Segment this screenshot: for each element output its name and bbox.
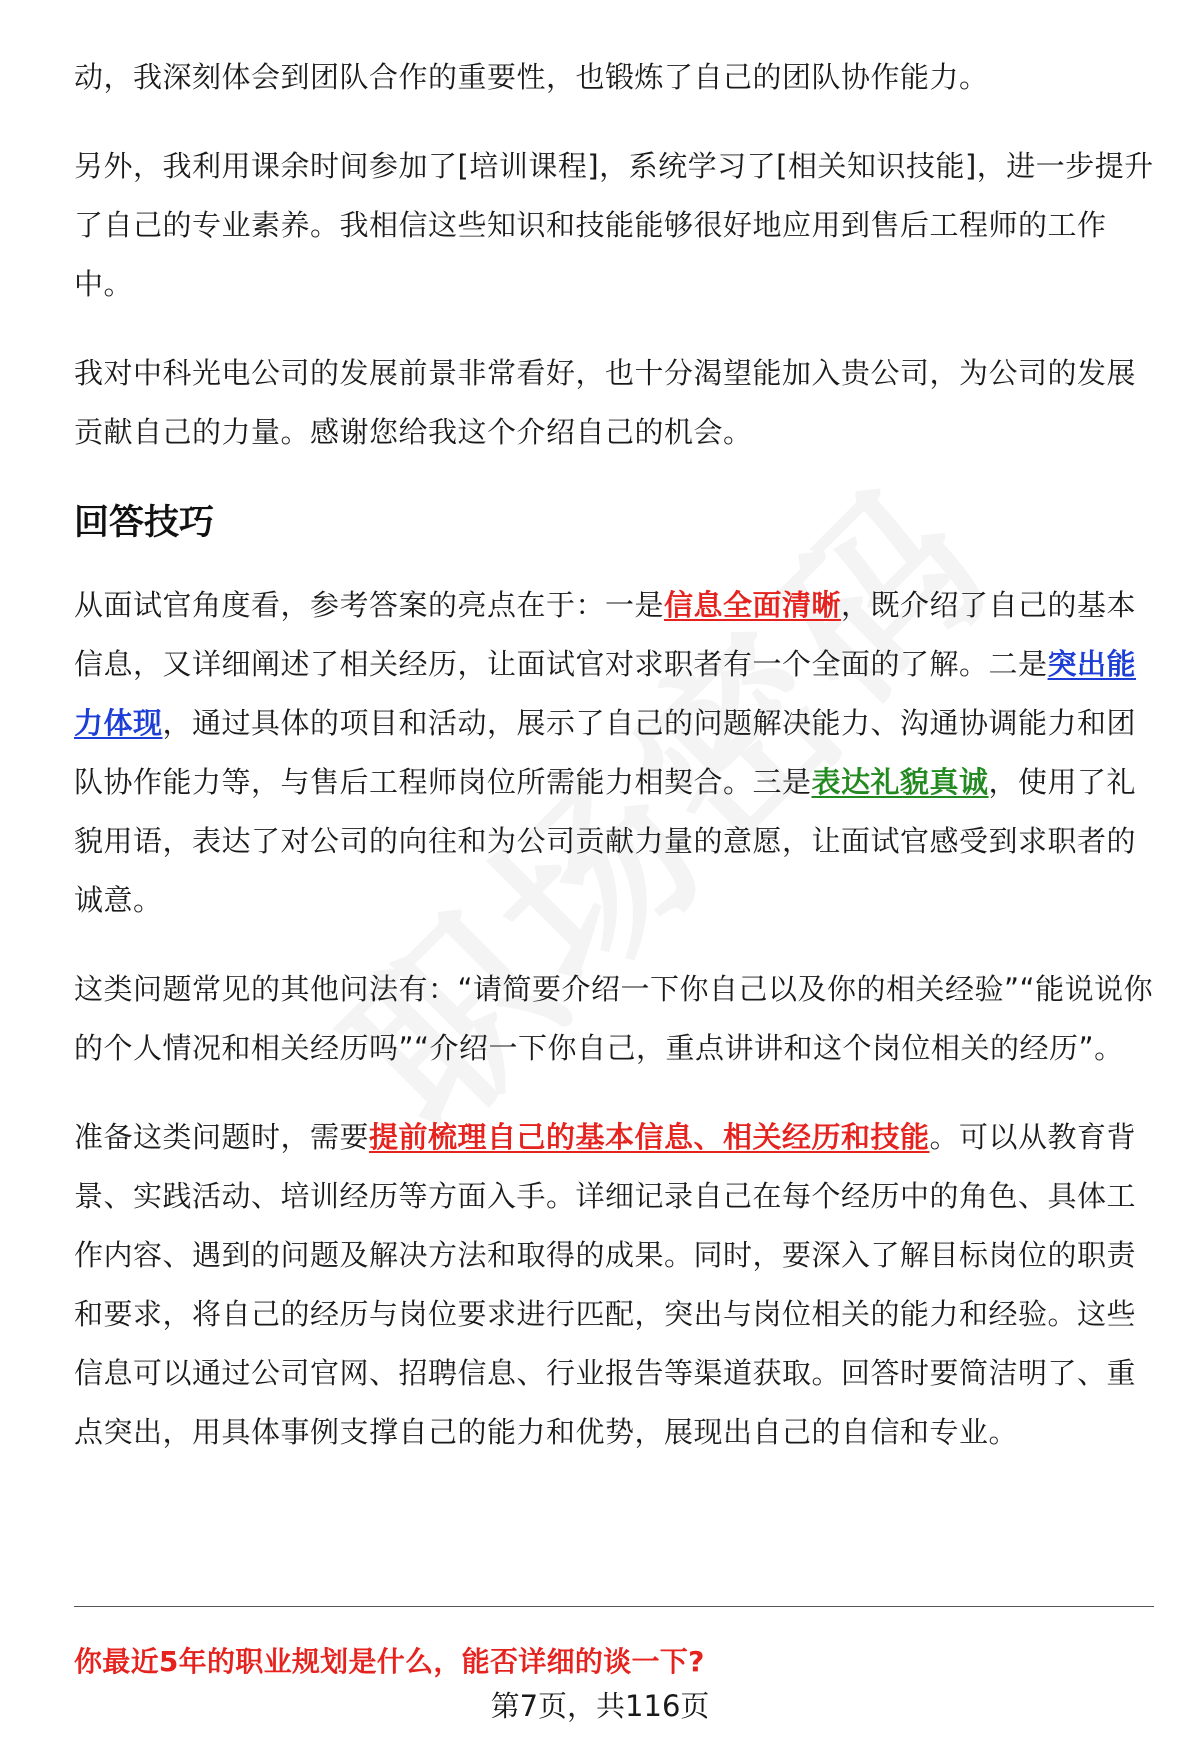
paragraph-teamwork: 动，我深刻体会到团队合作的重要性，也锻炼了自己的团队协作能力。 (74, 60, 989, 94)
section-title-answer-tips: 回答技巧 (74, 503, 215, 543)
divider (74, 1606, 1154, 1607)
paragraph-training: 另外，我利用课余时间参加了[培训课程]，系统学习了[相关知识技能]，进一步提升了自己的专业素养。我相信这些知识和技能能够很好地应用到售后工程师的工作中。 (74, 149, 1154, 301)
paragraph-closing: 我对中科光电公司的发展前景非常看好，也十分渴望能加入贵公司，为公司的发展贡献自己的力量。感谢您给我这个介绍自己的机会。 (74, 356, 1137, 449)
document-body (74, 48, 1154, 1492)
text-segment: ，使用了礼貌用语，表达了对公司的向往和为公司贡献力量的意愿，让面试官感受到求职者的诚意。 (74, 765, 1137, 917)
next-question-title: 你最近5年的职业规划是什么，能否详细的谈一下? (74, 1645, 705, 1678)
text-segment: 从面试官角度看，参考答案的亮点在于：一是 (74, 588, 665, 622)
highlight-prepare: 提前梳理自己的基本信息、相关经历和技能 (369, 1120, 930, 1154)
paragraph-interviewer-view (74, 576, 1154, 930)
text-segment: ，通过具体的项目和活动，展示了自己的问题解决能力、沟通协调能力和团队协作能力等，与售后工程师岗位所需能力相契合。三是 (74, 706, 1137, 799)
highlight-polite: 表达礼貌真诚 (811, 765, 989, 799)
text-segment: 。可以从教育背景、实践活动、培训经历等方面入手。详细记录自己在每个经历中的角色、具体工作内容、遇到的问题及解决方法和取得的成果。同时，要深入了解目标岗位的职责和要求，将自己的经历与岗位要求进行匹配，突出与岗位相关的能力和经验。这些信息可以通过公司官网、招聘信息、行业报告等渠道获取。回答时要简洁明了、重点突出，用具体事例支撑自己的能力和优势，展现出自己的自信和专业。 (74, 1120, 1137, 1449)
highlight-ability: 突出能力体现 (74, 647, 1137, 740)
paragraph-preparation (74, 1108, 1154, 1462)
paragraph-other-phrasings: 这类问题常见的其他问法有：“请简要介绍一下你自己以及你的相关经验”“能说说你的个人情况和相关经历吗”“介绍一下你自己，重点讲讲和这个岗位相关的经历”。 (74, 972, 1154, 1065)
highlight-info-clear: 信息全面清晰 (664, 588, 842, 622)
text-segment: 准备这类问题时，需要 (74, 1120, 370, 1154)
page-number: 第7页，共116页 (490, 1689, 710, 1723)
text-segment: ，既介绍了自己的基本信息，又详细阐述了相关经历，让面试官对求职者有一个全面的了解。二是 (74, 588, 1137, 681)
